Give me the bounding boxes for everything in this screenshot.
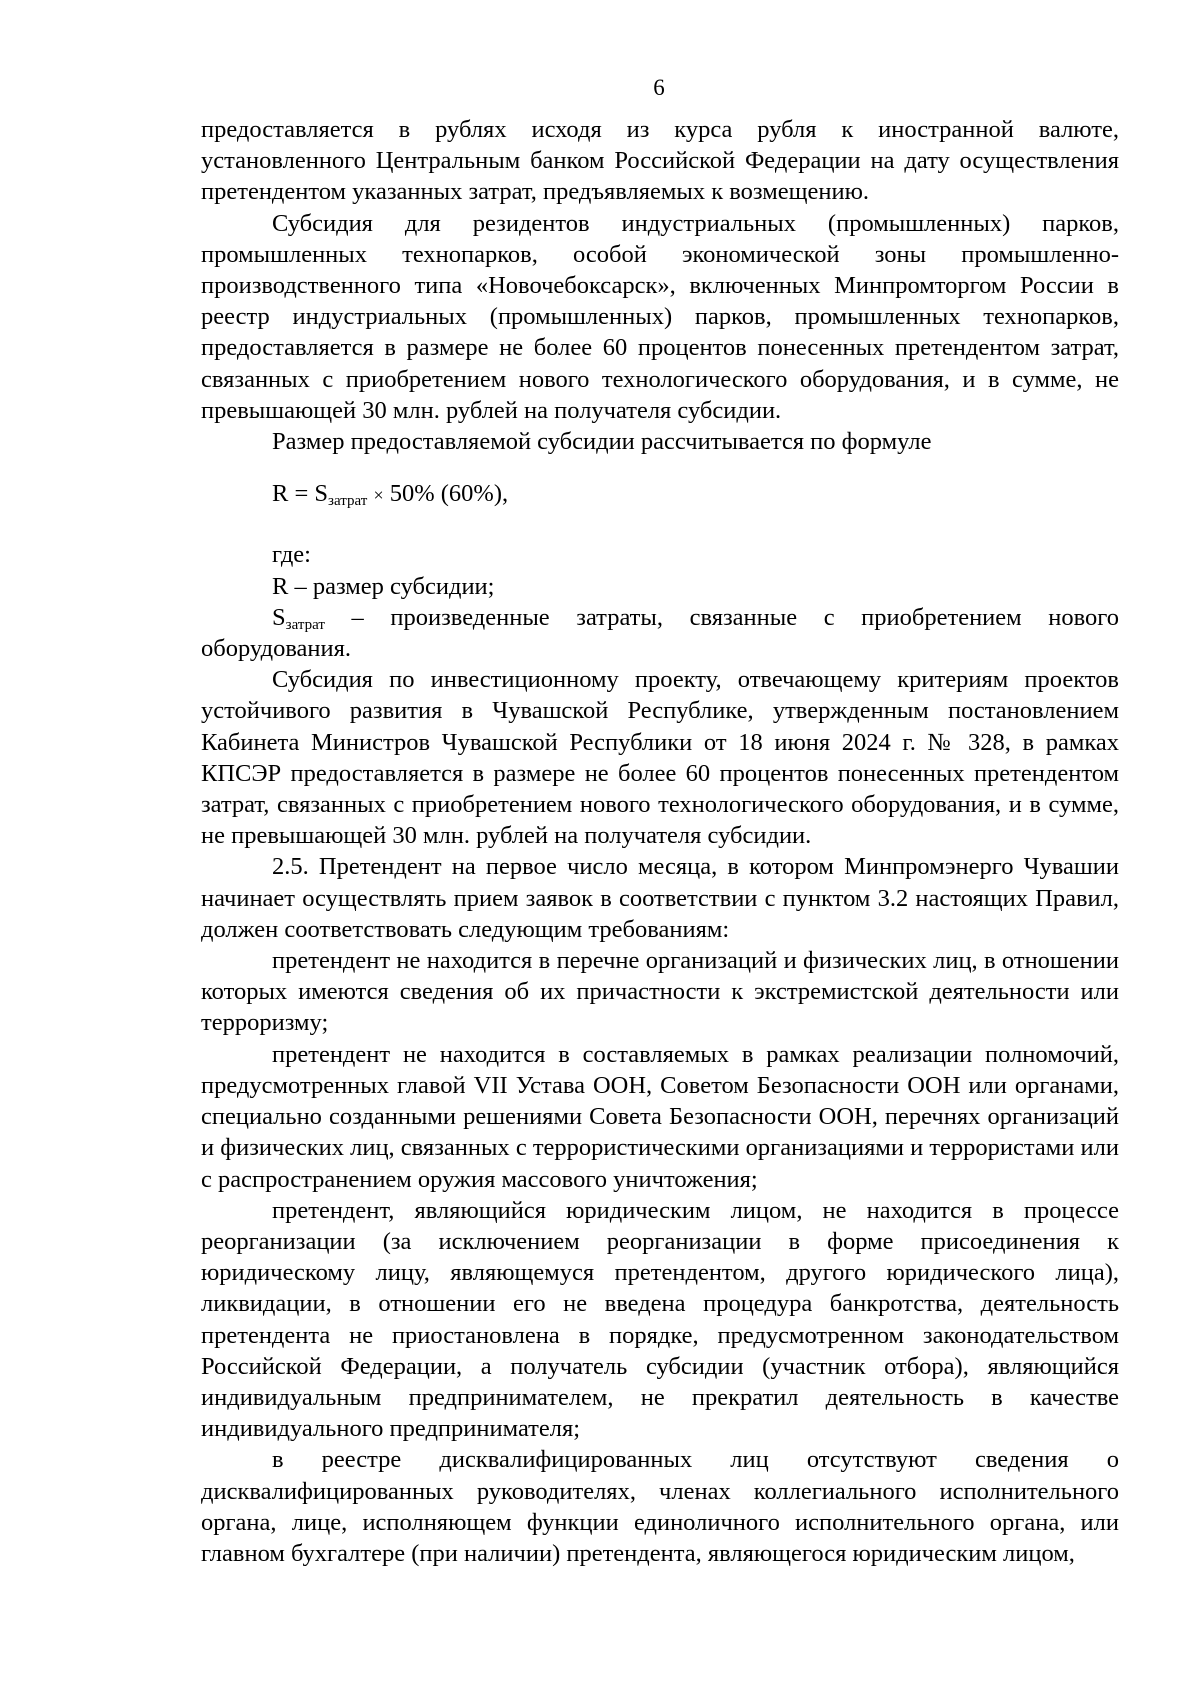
paragraph-s-definition [201,602,1119,664]
paragraph-disqualified-persons: в реестре дисквалифицированных лиц отсутствуют сведения о дисквалифицированных руководителях, членах коллегиального исполнительного органа, лице, исполняющем функции единоличного исполнительного органа, или главном бухгалтере (при наличии) претендента, являющегося юридическим лицом, [201,1446,1119,1567]
paragraph-sustainable-development-subsidy: Субсидия по инвестиционному проекту, отвечающему критериям проектов устойчивого развития в Чувашской Республике, утвержденным постановлением Кабинета Министров Чувашской Республики от 18 июня 2024 г. № 328, в рамках КПСЭР предоставляется в размере не более 60 процентов понесенных претендентом затрат, связанных с приобретением нового технологического оборудования, и в сумме, не превышающей 30 млн. рублей на получателя субсидии. [201,666,1119,850]
paragraph-formula-intro: Размер предоставляемой субсидии рассчитывается по формуле [272,428,932,456]
paragraph-where: где: [272,541,311,569]
s-definition-text: – произведенные затраты, связанные с приобретением нового оборудования. [201,603,1119,663]
formula-operator: × [373,485,384,506]
paragraph-2-5-requirements: 2.5. Претендент на первое число месяца, в котором Минпромэнерго Чувашии начинает осуществлять прием заявок в соответствии с пунктом 3.2 настоящих Правил, должен соответствовать следующим требованиям: [201,853,1119,943]
paragraph-currency-conversion: предоставляется в рублях исходя из курса рубля к иностранной валюте, установленного Центральным банком Российской Федерации на дату осуществления претендентом указанных затрат, предъявляемых к возмещению. [201,116,1119,206]
paragraph-industrial-parks-subsidy: Субсидия для резидентов индустриальных (промышленных) парков, промышленных технопарков, особой экономической зоны промышленно-производственного типа «Новочебоксарск», включенных Минпромторгом России в реестр индустриальных (промышленных) парков, промышленных технопарков, предоставляется в размере не более 60 процентов понесенных претендентом затрат, связанных с приобретением нового технологического оборудования, и в сумме, не превышающей 30 млн. рублей на получателя субсидии. [201,209,1119,424]
paragraph-r-definition: R – размер субсидии; [272,572,495,600]
s-symbol: S [272,603,286,631]
paragraph-extremism-list: претендент не находится в перечне организаций и физических лиц, в отношении которых имеются сведения об их причастности к экстремистской деятельности или терроризму; [201,947,1119,1037]
formula-lhs: R = S [272,480,329,508]
formula-rhs: 50% (60%), [389,480,509,508]
page-number: 6 [653,75,665,100]
s-subscript: затрат [285,616,325,633]
paragraph-reorganization: претендент, являющийся юридическим лицом, не находится в процессе реорганизации (за исключением реорганизации в форме присоединения к юридическому лицу, являющемуся претендентом, другого юридического лица), ликвидации, в отношении его не введена процедура банкротства, деятельность претендента не приостановлена в порядке, предусмотренном законодательством Российской Федерации, а получатель субсидии (участник отбора), являющийся индивидуальным предпринимателем, не прекратил деятельность в качестве индивидуального предпринимателя; [201,1196,1119,1443]
document-body [201,114,1119,1569]
subsidy-formula [272,478,1119,511]
formula-subscript: затрат [328,493,368,510]
paragraph-un-lists: претендент не находится в составляемых в рамках реализации полномочий, предусмотренных главой VII Устава ООН, Советом Безопасности ООН или органами, специально созданными решениями Совета Безопасности ООН, перечнях организаций и физических лиц, связанных с террористическими организациями и террористами или с распространением оружия массового уничтожения; [201,1040,1119,1193]
